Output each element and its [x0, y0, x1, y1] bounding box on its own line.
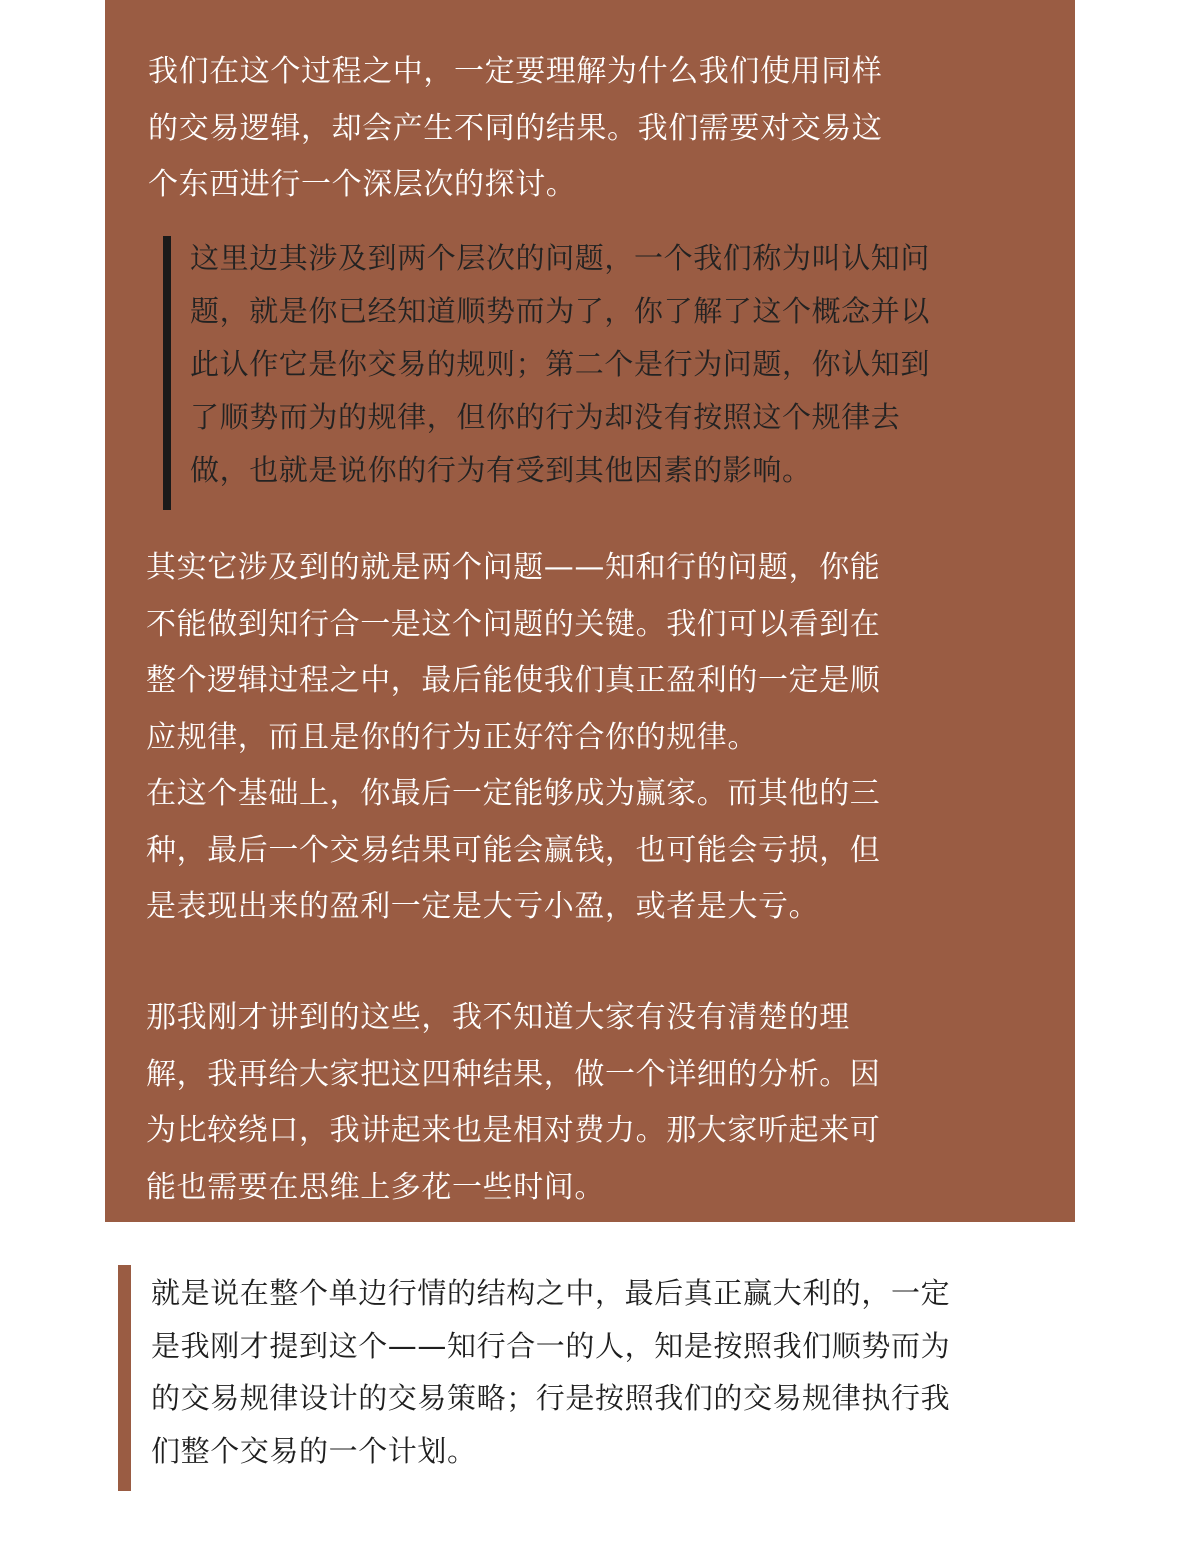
- bottom-blockquote-text: 就是说在整个单边行情的结构之中，最后真正赢大利的，一定 是我刚才提到这个——知行合一的人，知是按照我们顺势而为 的交易规律设计的交易策略；行是按照我们的交易规律执行我 们整个交易的一个计划。: [151, 1276, 951, 1468]
- body-paragraph-2: 那我刚才讲到的这些，我不知道大家有没有清楚的理 解，我再给大家把这四种结果，做一个详细的分析。因 为比较绕口，我讲起来也是相对费力。那大家听起来可 能也需要在思维上多花一些时间。: [146, 1000, 881, 1205]
- blockquote-bar: [163, 236, 171, 510]
- bottom-blockquote-bar: [118, 1265, 131, 1491]
- blockquote-text: 这里边其涉及到两个层次的问题，一个我们称为叫认知问 题，就是你已经知道顺势而为了，你了解了这个概念并以 此认作它是你交易的规则；第二个是行为问题，你认知到 了顺势而为的规律，但你的行为却没有按照这个规律去 做，也就是说你的行为有受到其他因素的影响。: [190, 241, 931, 487]
- intro-paragraph: 我们在这个过程之中，一定要理解为什么我们使用同样 的交易逻辑，却会产生不同的结果。我们需要对交易这 个东西进行一个深层次的探讨。: [148, 54, 883, 202]
- bottom-blockquote: [118, 1265, 1048, 1491]
- blockquote: [163, 236, 1043, 510]
- body-paragraph-1: 其实它涉及到的就是两个问题——知和行的问题，你能 不能做到知行合一是这个问题的关键。我们可以看到在 整个逻辑过程之中，最后能使我们真正盈利的一定是顺 应规律，而且是你的行为正好符合你的规律。 在这个基础上，你最后一定能够成为赢家。而其他的三 种，最后一个交易结果可能会赢钱，也可能会亏损，但 是表现出来的盈利一定是大亏小盈，或者是大亏。: [146, 550, 881, 924]
